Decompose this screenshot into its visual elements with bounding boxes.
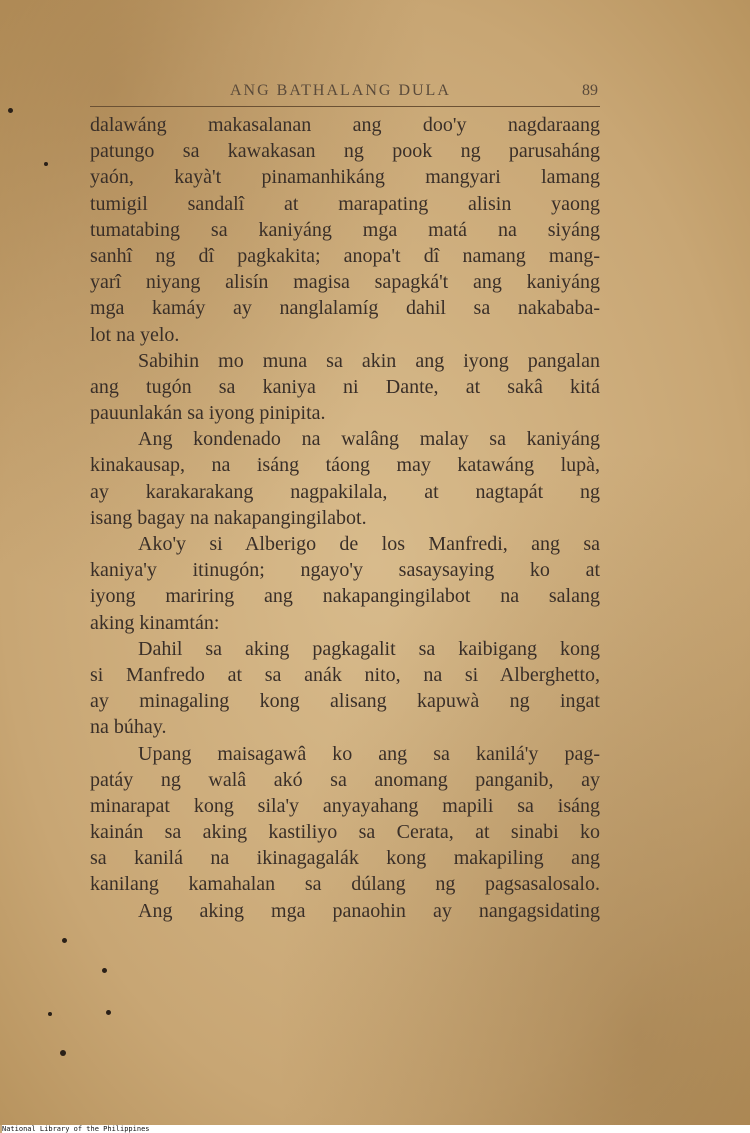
text-line: dalawáng makasalanan ang doo'y nagdaraang: [90, 114, 600, 136]
text-line: ang tugón sa kaniya ni Dante, at sakâ kitá: [90, 375, 600, 398]
ink-spot: [8, 108, 13, 113]
ink-spot: [62, 938, 67, 943]
text-line: tumigil sandalî at marapating alisin yaong: [90, 192, 600, 215]
text-line: kainán sa aking kastiliyo sa Cerata, at sinabi ko: [90, 821, 600, 844]
text-line: tumatabing sa kaniyáng mga matá na siyáng: [90, 218, 600, 241]
header-title: ANG BATHALANG DULA: [230, 82, 451, 99]
ink-spot: [106, 1010, 111, 1015]
page-number: 89: [582, 82, 598, 99]
text-line: Ang kondenado na walâng malay sa kaniyáng: [138, 428, 600, 451]
body-text: [90, 112, 600, 924]
text-line: iyong mariring ang nakapangingilabot na salang: [90, 585, 600, 608]
text-line: Ang aking mga panaohin ay nangagsidating: [138, 899, 600, 922]
text-line: sanhî ng dî pagkakita; anopa't dî namang mang-: [90, 244, 600, 267]
text-line: kaniya'y itinugón; ngayo'y sasaysaying ko at: [90, 559, 600, 582]
text-line: Upang maisagawâ ko ang sa kanilá'y pag-: [138, 742, 600, 765]
ink-spot: [44, 162, 48, 166]
text-line: sa kanilá na ikinagagalák kong makapiling ang: [90, 847, 600, 870]
text-line: aking kinamtán:: [90, 611, 220, 634]
text-line: Dahil sa aking pagkagalit sa kaibigang kong: [138, 637, 600, 660]
text-line: minarapat kong sila'y anyayahang mapili sa isáng: [90, 794, 600, 817]
text-line: yarî niyang alisín magisa sapagká't ang kaniyáng: [90, 271, 600, 294]
ink-spot: [60, 1050, 66, 1056]
running-header: [90, 80, 600, 107]
text-line: yaón, kayà't pinamanhikáng mangyari lamang: [90, 166, 600, 189]
text-line: patungo sa kawakasan ng pook ng parusaháng: [90, 140, 600, 163]
text-line: na búhay.: [90, 716, 167, 739]
text-line: Sabihin mo muna sa akin ang iyong pangalan: [138, 349, 600, 372]
text-line: kanilang kamahalan sa dúlang ng pagsasalosalo.: [90, 873, 600, 896]
text-line: si Manfredo at sa anák nito, na si Alberghetto,: [90, 663, 600, 686]
text-line: lot na yelo.: [90, 323, 180, 346]
text-line: ay minagaling kong alisang kapuwà ng ingat: [90, 690, 600, 713]
text-line: patáy ng walâ akó sa anomang panganib, ay: [90, 768, 600, 791]
text-line: pauunlakán sa iyong pinipita.: [90, 402, 326, 425]
text-line: kinakausap, na isáng táong may katawáng lupà,: [90, 454, 600, 477]
text-line: Ako'y si Alberigo de los Manfredi, ang sa: [138, 533, 600, 555]
text-line: ay karakarakang nagpakilala, at nagtapát ng: [90, 480, 600, 503]
ink-spot: [102, 968, 107, 973]
ink-spot: [48, 1012, 52, 1016]
text-line: mga kamáy ay nanglalamíg dahil sa nakababa-: [90, 297, 600, 320]
footer-credit: National Library of the Philippines: [2, 1125, 750, 1133]
text-line: isang bagay na nakapangingilabot.: [90, 506, 367, 529]
